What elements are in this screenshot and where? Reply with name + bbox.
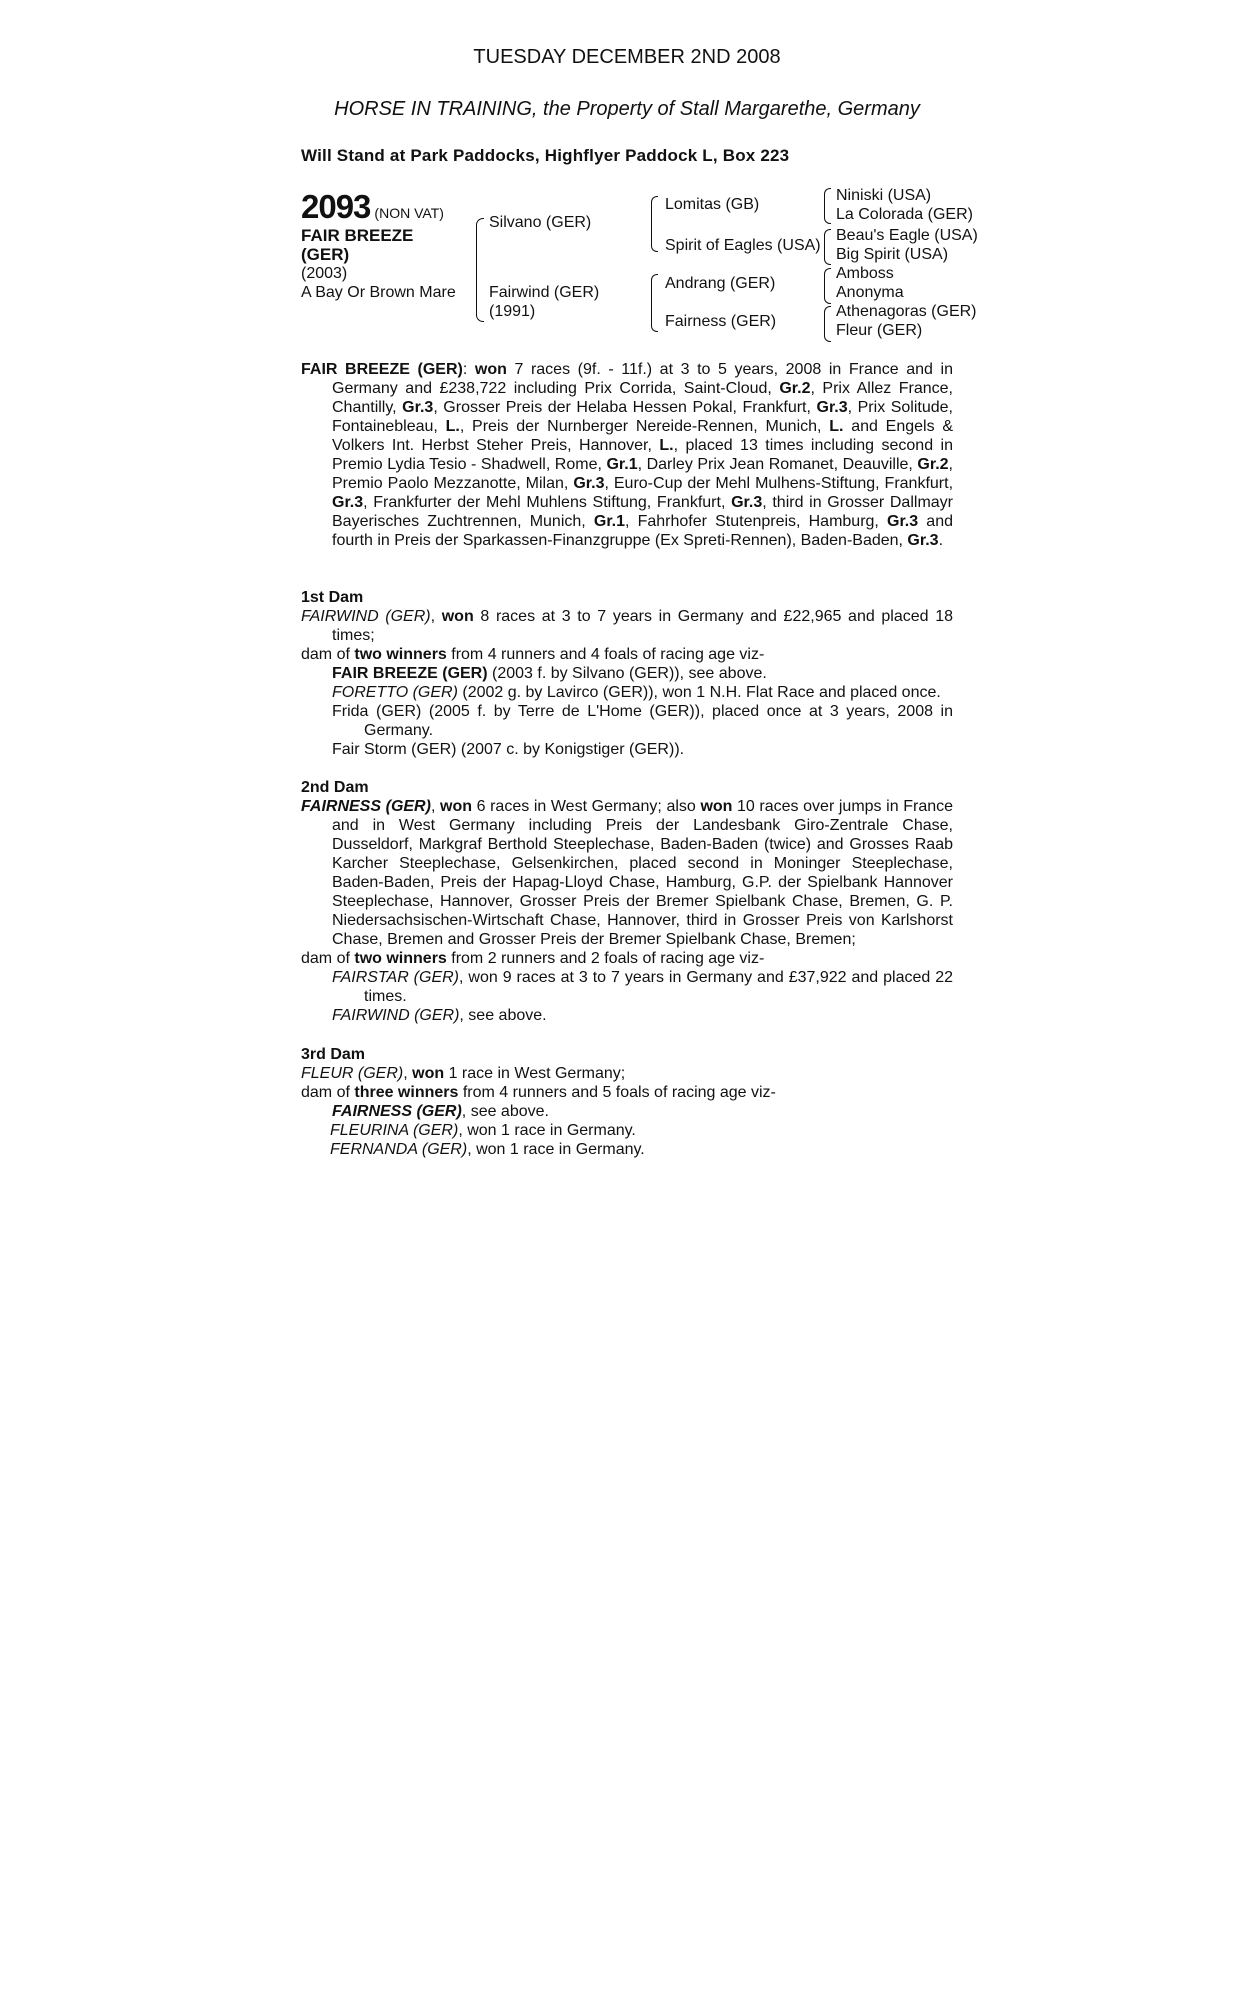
record-text: , Prix Allez France, Chantilly, xyxy=(332,380,953,416)
grade-badge: L. xyxy=(445,418,460,435)
produce-name: FERNANDA (GER) xyxy=(330,1141,468,1158)
first-dam-heading: 1st Dam xyxy=(301,589,364,606)
grade-badge: L. xyxy=(659,437,674,454)
produce-name: FAIRSTAR (GER) xyxy=(332,969,460,986)
grade-badge: Gr.1 xyxy=(593,513,626,530)
pedigree-g8: Fleur (GER) xyxy=(836,322,923,339)
dam-text: , xyxy=(403,1065,413,1082)
pedigree-sire-sire: Lomitas (GB) xyxy=(665,196,760,213)
sire-line-brace xyxy=(651,196,658,252)
winners-count: two winners xyxy=(354,646,447,663)
record-won: won xyxy=(474,361,507,378)
third-dam-record xyxy=(301,1064,953,1083)
winners-count: two winners xyxy=(354,950,447,967)
produce-name: FAIR BREEZE (GER) xyxy=(332,665,488,682)
pedigree-sire: Silvano (GER) xyxy=(489,214,592,231)
sale-subtitle: HORSE IN TRAINING, the Property of Stall Margarethe, Germany xyxy=(334,98,920,120)
produce-name: FAIRNESS (GER) xyxy=(332,1103,462,1120)
grade-badge: Gr.3 xyxy=(907,532,939,549)
vat-status: (NON VAT) xyxy=(374,205,444,221)
dam-name: FAIRWIND (GER) xyxy=(301,608,431,625)
second-dam-heading: 2nd Dam xyxy=(301,779,369,796)
dam-text: from 2 runners and 2 foals of racing age viz- xyxy=(446,950,765,967)
second-dam-produce-summary xyxy=(301,949,953,968)
produce-item xyxy=(301,968,953,1006)
record-text: and fourth in Preis der Sparkassen-Finanzgruppe (Ex Spreti-Rennen), Baden-Baden, xyxy=(332,513,953,549)
produce-item xyxy=(301,1140,953,1159)
pedigree-g1: Niniski (USA) xyxy=(836,187,932,204)
grade-badge: Gr.2 xyxy=(917,456,949,473)
third-dam-heading: 3rd Dam xyxy=(301,1046,366,1063)
second-dam-record xyxy=(301,797,953,949)
dam-text: from 4 runners and 4 foals of racing age viz- xyxy=(446,646,765,663)
stand-location: Will Stand at Park Paddocks, Highflyer Paddock L, Box 223 xyxy=(301,146,790,165)
dam-text: , xyxy=(430,608,442,625)
dam-name: FAIRNESS (GER) xyxy=(301,798,431,815)
dam-name: FLEUR (GER) xyxy=(301,1065,404,1082)
g4-brace xyxy=(824,306,831,342)
g1-brace xyxy=(824,188,831,224)
pedigree-g7: Athenagoras (GER) xyxy=(836,303,977,320)
race-record-paragraph xyxy=(301,360,953,550)
third-dam-produce-summary xyxy=(301,1083,953,1102)
record-text: , Prix Solitude, Fontainebleau, xyxy=(332,399,954,435)
produce-item xyxy=(301,683,953,702)
pedigree-g4: Big Spirit (USA) xyxy=(836,246,949,263)
grade-badge: Gr.3 xyxy=(402,399,434,416)
dam-won: won xyxy=(440,798,472,815)
pedigree-dam-dam: Fairness (GER) xyxy=(665,313,777,330)
record-text: : xyxy=(462,361,475,378)
third-dam-section xyxy=(301,1045,953,1159)
pedigree-g3: Beau's Eagle (USA) xyxy=(836,227,978,244)
produce-text: , won 1 race in Germany. xyxy=(467,1141,645,1158)
produce-name: FAIRWIND (GER) xyxy=(332,1007,460,1024)
horse-name-line1: FAIR BREEZE xyxy=(301,226,414,245)
pedigree-g2: La Colorada (GER) xyxy=(836,206,973,223)
sire-dam-brace xyxy=(476,218,484,322)
produce-item: Fair Storm (GER) (2007 c. by Konigstiger (GER)). xyxy=(332,741,685,758)
grade-badge: Gr.3 xyxy=(816,399,848,416)
g3-brace xyxy=(824,268,831,304)
horse-name-line2: (GER) xyxy=(301,245,350,264)
grade-badge: Gr.3 xyxy=(887,513,919,530)
produce-item xyxy=(301,1102,953,1121)
grade-badge: L. xyxy=(829,418,844,435)
grade-badge: Gr.3 xyxy=(332,494,364,511)
dam-text: 6 races in West Germany; also xyxy=(472,798,701,815)
record-text: , Fahrhofer Stutenpreis, Hamburg, xyxy=(625,513,888,530)
first-dam-produce-summary xyxy=(301,645,953,664)
grade-badge: Gr.3 xyxy=(573,475,605,492)
lot-number-line xyxy=(301,188,444,226)
dam-won: won xyxy=(412,1065,445,1082)
winners-count: three winners xyxy=(354,1084,459,1101)
produce-text: , won 1 race in Germany. xyxy=(458,1122,636,1139)
first-dam-record xyxy=(301,607,953,645)
dam-won: won xyxy=(441,608,474,625)
produce-text: , won 9 races at 3 to 7 years in Germany and £37,922 and placed 22 times. xyxy=(364,969,954,1005)
record-text: , Darley Prix Jean Romanet, Deauville, xyxy=(637,456,918,473)
dam-text: , xyxy=(430,798,440,815)
pedigree-g5: Amboss xyxy=(836,265,894,282)
dam-text: 1 race in West Germany; xyxy=(444,1065,626,1082)
pedigree-dam: Fairwind (GER) xyxy=(489,284,600,301)
record-text: and Engels & Volkers Int. Herbst Steher Preis, Hannover, xyxy=(332,418,953,454)
produce-item xyxy=(301,1006,953,1025)
horse-description: A Bay Or Brown Mare xyxy=(301,284,456,301)
produce-item xyxy=(301,664,953,683)
record-text: , Preis der Nurnberger Nereide-Rennen, Munich, xyxy=(459,418,830,435)
dam-text: from 4 runners and 5 foals of racing age viz- xyxy=(458,1084,776,1101)
second-dam-section xyxy=(301,778,953,1025)
dam-text: 10 races over jumps in France and in West Germany including Preis der Landesbank Giro-Zentrale Chase, Dusseldorf, Markgraf Berthold Steeplechase, Baden-Baden (twice) and Grosses Raab Karcher Steeplechase, Gelsenkirchen, placed second in Moninger Steeplechase, Baden-Baden, Preis der Hapag-Lloyd Chase, Hamburg, G.P. der Spielbank Hannover Steeplechase, Hannover, Grosser Preis der Bremer Spielbank Chase, Bremen, G. P. Niedersachsischen-Wirtschaft Chase, Hannover, third in Grosser Preis von Karlshorst Chase, Bremen and Grosser Preis der Bremer Spielbank Chase, Bremen; xyxy=(332,798,954,948)
dam-won: won xyxy=(700,798,733,815)
dam-text: 8 races at 3 to 7 years in Germany and £22,965 and placed 18 times; xyxy=(332,608,954,644)
produce-text: , see above. xyxy=(459,1007,547,1024)
record-text: , Euro-Cup der Mehl Mulhens-Stiftung, Frankfurt, xyxy=(604,475,954,492)
pedigree-dam-sire: Andrang (GER) xyxy=(665,275,776,292)
record-text: 7 races (9f. - 11f.) at 3 to 5 years, 2008 in France and in Germany and £238,722 including Prix Corrida, Saint-Cloud, xyxy=(332,361,953,397)
dam-text: dam of xyxy=(301,646,355,663)
record-horse-name: FAIR BREEZE (GER) xyxy=(301,361,463,378)
dam-text: dam of xyxy=(301,1084,355,1101)
lot-number: 2093 xyxy=(301,188,371,225)
grade-badge: Gr.1 xyxy=(606,456,638,473)
first-dam-section xyxy=(301,588,953,759)
record-text: , Grosser Preis der Helaba Hessen Pokal, Frankfurt, xyxy=(433,399,817,416)
sale-date: TUESDAY DECEMBER 2ND 2008 xyxy=(473,46,781,68)
pedigree-sire-dam: Spirit of Eagles (USA) xyxy=(665,237,821,254)
produce-text: (2003 f. by Silvano (GER)), see above. xyxy=(487,665,767,682)
produce-item: Frida (GER) (2005 f. by Terre de L'Home (GER)), placed once at 3 years, 2008 in Germany. xyxy=(332,703,953,739)
produce-name: FORETTO (GER) xyxy=(332,684,458,701)
produce-text: (2002 g. by Lavirco (GER)), won 1 N.H. Flat Race and placed once. xyxy=(457,684,941,701)
record-text: , placed 13 times including second in Premio Lydia Tesio - Shadwell, Rome, xyxy=(332,437,953,473)
dam-text: dam of xyxy=(301,950,355,967)
grade-badge: Gr.2 xyxy=(779,380,811,397)
horse-year: (2003) xyxy=(301,265,348,282)
record-text: , Premio Paolo Mezzanotte, Milan, xyxy=(332,456,953,492)
record-text: , third in Grosser Dallmayr Bayerisches Zuchtrennen, Munich, xyxy=(332,494,953,530)
race-record xyxy=(301,360,953,550)
pedigree-dam-year: (1991) xyxy=(489,303,536,320)
produce-item xyxy=(301,1121,953,1140)
g2-brace xyxy=(824,229,831,265)
record-text: . xyxy=(938,532,944,549)
grade-badge: Gr.3 xyxy=(731,494,763,511)
produce-text: , see above. xyxy=(461,1103,549,1120)
produce-name: FLEURINA (GER) xyxy=(330,1122,459,1139)
pedigree-g6: Anonyma xyxy=(836,284,904,301)
record-text: , Frankfurter der Mehl Muhlens Stiftung, Frankfurt, xyxy=(363,494,732,511)
dam-line-brace xyxy=(651,274,658,332)
